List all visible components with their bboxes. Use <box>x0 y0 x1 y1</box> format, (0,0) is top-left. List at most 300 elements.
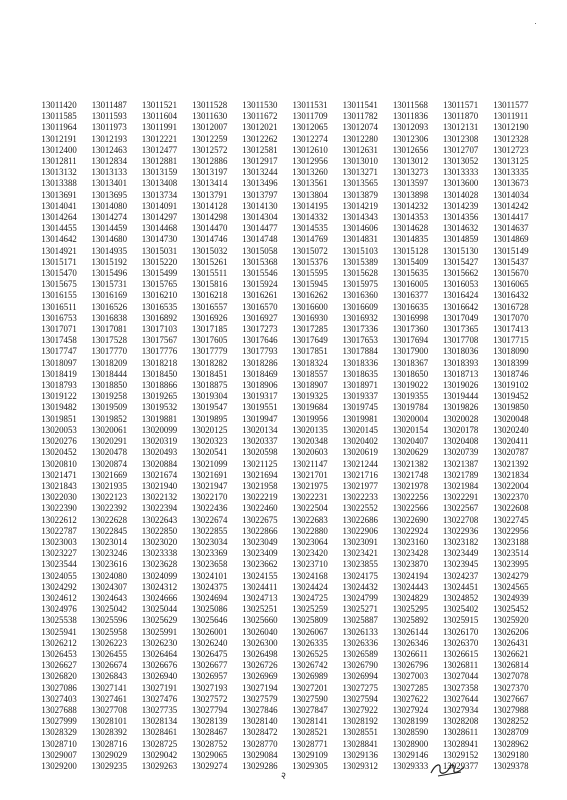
roll-number-cell: 13014274 <box>91 212 128 223</box>
roll-number-cell: 13015546 <box>242 268 278 279</box>
table-row <box>34 604 536 615</box>
table-row <box>34 324 536 335</box>
roll-number-cell: 13013804 <box>292 189 328 200</box>
table-row <box>34 425 536 436</box>
roll-number-cell: 13027194 <box>242 682 278 693</box>
table-row <box>34 369 536 380</box>
roll-number-cell: 13020028 <box>442 413 479 424</box>
roll-number-cell: 13025596 <box>91 615 128 626</box>
roll-number-cell: 13013797 <box>242 189 278 200</box>
roll-number-cell: 13020411 <box>493 436 529 447</box>
roll-number-cell: 13021674 <box>141 469 178 480</box>
roll-number-cell: 13027988 <box>493 704 529 715</box>
table-row <box>34 268 536 279</box>
roll-number-cell: 13024099 <box>141 570 178 581</box>
roll-number-cell: 13029377 <box>442 760 479 771</box>
roll-number-cell: 13025086 <box>191 604 228 615</box>
roll-number-cell: 13024168 <box>292 570 328 581</box>
roll-number-cell: 13014195 <box>292 200 328 211</box>
roll-number-cell: 13020048 <box>493 413 529 424</box>
roll-number-cell: 13026989 <box>292 671 328 682</box>
roll-number-cell: 13015072 <box>292 245 328 256</box>
roll-number-cell: 13013414 <box>191 178 228 189</box>
roll-number-cell: 13021387 <box>442 458 479 469</box>
roll-number-cell: 13013565 <box>342 178 378 189</box>
roll-number-cell: 13027622 <box>392 693 429 704</box>
roll-number-cell: 13016753 <box>41 312 77 323</box>
table-row <box>34 436 536 447</box>
roll-number-cell: 13016526 <box>91 301 128 312</box>
roll-number-cell: 13015670 <box>493 268 529 279</box>
roll-number-cell: 13021935 <box>91 480 128 491</box>
roll-number-cell: 13012707 <box>442 144 479 155</box>
roll-number-cell: 13012656 <box>392 144 429 155</box>
roll-number-cell: 13014343 <box>342 212 378 223</box>
roll-number-cell: 13026957 <box>191 671 228 682</box>
roll-number-cell: 13012190 <box>493 122 529 133</box>
roll-number-cell: 13013133 <box>91 167 128 178</box>
roll-number-cell: 13014356 <box>442 212 479 223</box>
table-row <box>34 391 536 402</box>
roll-number-cell: 13020323 <box>191 436 228 447</box>
roll-number-cell: 13013600 <box>442 178 479 189</box>
roll-number-cell: 13011672 <box>242 111 278 122</box>
roll-number-cell: 13019482 <box>41 402 77 413</box>
roll-number-cell: 13011571 <box>443 100 479 110</box>
roll-number-cell: 13019258 <box>91 391 128 402</box>
roll-number-cell: 13026940 <box>141 671 178 682</box>
roll-number-cell: 13021843 <box>41 480 77 491</box>
roll-number-cell: 13014332 <box>292 212 328 223</box>
roll-number-cell: 13028101 <box>91 716 128 727</box>
roll-number-cell: 13024612 <box>41 592 77 603</box>
roll-number-cell: 13028710 <box>41 738 77 749</box>
roll-number-cell: 13017365 <box>442 324 479 335</box>
roll-number-cell: 13021834 <box>493 469 529 480</box>
roll-number-cell: 13026726 <box>242 660 278 671</box>
table-row <box>34 156 536 167</box>
table-row <box>34 459 536 470</box>
roll-number-cell: 13024666 <box>141 592 178 603</box>
roll-number-cell: 13026335 <box>292 637 328 648</box>
roll-number-cell: 13012074 <box>342 122 378 133</box>
roll-number-cell: 13017653 <box>342 335 378 346</box>
roll-number-cell: 13017273 <box>242 324 278 335</box>
roll-number-cell: 13021392 <box>493 458 529 469</box>
roll-number-cell: 13024799 <box>342 592 378 603</box>
roll-number-cell: 13013561 <box>292 178 328 189</box>
table-row <box>34 212 536 223</box>
roll-number-cell: 13019551 <box>242 402 278 413</box>
table-row <box>34 346 536 357</box>
roll-number-cell: 13028392 <box>91 727 128 738</box>
roll-number-cell: 13017070 <box>493 312 529 323</box>
roll-number-cell: 13021147 <box>292 458 328 469</box>
table-row <box>34 335 536 346</box>
roll-number-cell: 13013271 <box>342 167 378 178</box>
roll-number-cell: 13012193 <box>91 133 128 144</box>
roll-number-cell: 13015628 <box>342 268 378 279</box>
roll-number-cell: 13014417 <box>493 212 529 223</box>
roll-number-cell: 13012021 <box>242 122 278 133</box>
roll-number-cell: 13024565 <box>493 581 529 592</box>
roll-number-cell: 13014628 <box>392 223 429 234</box>
roll-number-cell: 13016600 <box>292 301 328 312</box>
roll-number-cell: 13024375 <box>191 581 228 592</box>
corner-mark: · <box>534 18 537 28</box>
roll-number-cell: 13013597 <box>392 178 429 189</box>
roll-number-cell: 13019265 <box>141 391 178 402</box>
roll-number-cell: 13018090 <box>493 346 529 357</box>
roll-number-cell: 13027846 <box>242 704 278 715</box>
roll-number-cell: 13011531 <box>292 100 328 110</box>
roll-number-cell: 13013791 <box>191 189 228 200</box>
roll-number-cell: 13015816 <box>191 279 228 290</box>
roll-number-cell: 13014921 <box>41 245 77 256</box>
roll-number-cell: 13025402 <box>442 604 479 615</box>
roll-number-cell: 13018907 <box>292 380 328 391</box>
roll-number-cell: 13028139 <box>191 716 228 727</box>
roll-number-cell: 13016570 <box>242 301 278 312</box>
roll-number-cell: 13023409 <box>242 548 278 559</box>
roll-number-cell: 13022291 <box>442 492 479 503</box>
roll-number-cell: 13020402 <box>342 436 378 447</box>
roll-number-cell: 13026796 <box>392 660 429 671</box>
roll-number-cell: 13012811 <box>41 156 77 167</box>
roll-number-cell: 13028716 <box>91 738 128 749</box>
roll-number-cell: 13016210 <box>141 290 178 301</box>
roll-number-cell: 13029136 <box>342 749 378 760</box>
roll-number-cell: 13017747 <box>41 346 77 357</box>
roll-number-cell: 13011973 <box>91 122 127 133</box>
roll-number-cell: 13014477 <box>242 223 278 234</box>
roll-number-cell: 13026346 <box>392 637 429 648</box>
roll-number-cell: 13019852 <box>91 413 128 424</box>
roll-number-cell: 13024279 <box>493 570 529 581</box>
roll-number-cell: 13018444 <box>91 368 128 379</box>
roll-number-cell: 13016065 <box>493 279 529 290</box>
roll-number-cell: 13028141 <box>292 716 328 727</box>
roll-number-cell: 13025660 <box>242 615 278 626</box>
roll-number-cell: 13022686 <box>342 514 378 525</box>
roll-number-cell: 13029235 <box>91 760 128 771</box>
roll-number-cell: 13019947 <box>242 413 278 424</box>
roll-number-cell: 13014128 <box>191 200 228 211</box>
roll-number-cell: 13015149 <box>493 245 529 256</box>
table-row <box>34 246 536 257</box>
roll-number-cell: 13027708 <box>91 704 128 715</box>
roll-number-cell: 13026589 <box>342 648 378 659</box>
roll-number-cell: 13015192 <box>91 256 128 267</box>
roll-number-cell: 13019325 <box>292 391 328 402</box>
roll-number-cell: 13029065 <box>191 749 228 760</box>
roll-number-cell: 13029274 <box>191 760 228 771</box>
roll-number-cell: 13018557 <box>292 368 328 379</box>
table-row <box>34 705 536 716</box>
roll-number-cell: 13019851 <box>41 413 77 424</box>
roll-number-cell: 13012274 <box>292 133 328 144</box>
roll-number-cell: 13018218 <box>141 357 178 368</box>
roll-number-cell: 13018097 <box>41 357 77 368</box>
roll-number-cell: 13026627 <box>41 660 77 671</box>
roll-number-cell: 13012308 <box>442 133 479 144</box>
roll-number-cell: 13017779 <box>191 346 228 357</box>
roll-number-cell: 13023628 <box>141 559 178 570</box>
table-row <box>34 503 536 514</box>
roll-number-cell: 13014859 <box>442 234 479 245</box>
roll-number-cell: 13024237 <box>442 570 479 581</box>
roll-number-cell: 13018650 <box>392 368 429 379</box>
roll-number-cell: 13023710 <box>292 559 328 570</box>
roll-number-cell: 13023182 <box>442 536 479 547</box>
roll-number-cell: 13020004 <box>392 413 429 424</box>
roll-number-cell: 13026206 <box>493 626 529 637</box>
roll-number-cell: 13016728 <box>493 301 529 312</box>
roll-number-cell: 13021099 <box>191 458 228 469</box>
roll-number-cell: 13022504 <box>292 503 328 514</box>
roll-number-cell: 13020276 <box>41 436 77 447</box>
roll-number-cell: 13026676 <box>141 660 178 671</box>
roll-number-cell: 13015389 <box>342 256 378 267</box>
roll-number-cell: 13014034 <box>493 189 529 200</box>
roll-number-cell: 13026475 <box>191 648 228 659</box>
roll-number-cell: 13015662 <box>442 268 479 279</box>
roll-number-cell: 13027590 <box>292 693 328 704</box>
roll-number-cell: 13015924 <box>242 279 278 290</box>
roll-number-cell: 13016005 <box>392 279 429 290</box>
roll-number-cell: 13027461 <box>91 693 128 704</box>
page-number: २ <box>280 771 287 782</box>
roll-number-cell: 13016557 <box>191 301 228 312</box>
roll-number-cell: 13021958 <box>242 480 278 491</box>
roll-number-cell: 13022233 <box>342 492 378 503</box>
roll-number-cell: 13012723 <box>493 144 529 155</box>
roll-number-cell: 13022674 <box>191 514 228 525</box>
roll-number-cell: 13024101 <box>191 570 228 581</box>
table-row <box>34 402 536 413</box>
roll-number-cell: 13014470 <box>191 223 228 234</box>
roll-number-cell: 13019745 <box>342 402 378 413</box>
roll-number-cell: 13019981 <box>342 413 378 424</box>
roll-number-cell: 13024694 <box>191 592 228 603</box>
roll-number-cell: 13022256 <box>392 492 429 503</box>
roll-number-cell: 13014130 <box>242 200 278 211</box>
roll-number-cell: 13015945 <box>292 279 328 290</box>
roll-number-cell: 13022855 <box>191 525 228 536</box>
roll-number-cell: 13022787 <box>41 525 77 536</box>
roll-number-cell: 13013388 <box>41 178 77 189</box>
roll-number-cell: 13023338 <box>141 548 178 559</box>
roll-number-cell: 13017776 <box>141 346 178 357</box>
roll-number-cell: 13018324 <box>292 357 328 368</box>
roll-number-cell: 13025941 <box>41 626 77 637</box>
roll-number-cell: 13017458 <box>41 335 77 346</box>
roll-number-cell: 13028611 <box>443 727 479 738</box>
roll-number-cell: 13017081 <box>91 324 128 335</box>
roll-number-cell: 13012400 <box>41 144 77 155</box>
roll-number-cell: 13022708 <box>442 514 479 525</box>
roll-number-cell: 13025915 <box>442 615 479 626</box>
roll-number-cell: 13019850 <box>493 402 529 413</box>
roll-number-cell: 13013691 <box>41 189 77 200</box>
roll-number-cell: 13013673 <box>493 178 529 189</box>
roll-number-cell: 13018419 <box>41 368 77 379</box>
roll-number-cell: 13027141 <box>91 682 128 693</box>
roll-number-cell: 13027275 <box>342 682 378 693</box>
roll-number-cell: 13026455 <box>91 648 128 659</box>
roll-number-cell: 13017605 <box>191 335 228 346</box>
roll-number-cell: 13012917 <box>242 156 278 167</box>
roll-number-cell: 13020053 <box>41 424 77 435</box>
roll-number-cell: 13022690 <box>392 514 429 525</box>
roll-number-cell: 13018451 <box>191 368 228 379</box>
table-row <box>34 223 536 234</box>
roll-number-cell: 13024411 <box>242 581 278 592</box>
roll-number-cell: 13029029 <box>91 749 128 760</box>
roll-number-cell: 13022643 <box>141 514 178 525</box>
roll-number-cell: 13026742 <box>292 660 328 671</box>
roll-number-cell: 13020061 <box>91 424 128 435</box>
roll-number-cell: 13023421 <box>342 548 378 559</box>
roll-number-cell: 13021691 <box>191 469 228 480</box>
table-row <box>34 257 536 268</box>
roll-number-cell: 13015731 <box>91 279 128 290</box>
roll-number-cell: 13011577 <box>493 100 529 110</box>
roll-number-cell: 13025629 <box>141 615 178 626</box>
roll-number-cell: 13017336 <box>342 324 378 335</box>
roll-number-cell: 13013260 <box>292 167 328 178</box>
roll-number-cell: 13011593 <box>91 111 127 122</box>
roll-number-cell: 13024443 <box>392 581 429 592</box>
roll-number-cell: 13013695 <box>91 189 128 200</box>
roll-number-cell: 13022845 <box>91 525 128 536</box>
roll-number-cell: 13023020 <box>141 536 178 547</box>
roll-number-cell: 13015220 <box>141 256 178 267</box>
table-row <box>34 313 536 324</box>
roll-number-cell: 13014637 <box>493 223 529 234</box>
roll-number-cell: 13023420 <box>292 548 328 559</box>
roll-number-cell: 13018336 <box>342 357 378 368</box>
roll-number-cell: 13025538 <box>41 615 77 626</box>
roll-number-cell: 13024080 <box>91 570 128 581</box>
roll-number-cell: 13025887 <box>342 615 378 626</box>
roll-number-cell: 13023064 <box>292 536 328 547</box>
roll-number-cell: 13029333 <box>392 760 429 771</box>
roll-number-cell: 13019452 <box>493 391 529 402</box>
roll-number-table <box>34 100 536 772</box>
roll-number-cell: 13023870 <box>392 559 429 570</box>
roll-number-cell: 13019784 <box>392 402 429 413</box>
roll-number-cell: 13029312 <box>342 760 378 771</box>
roll-number-cell: 13023449 <box>442 548 479 559</box>
roll-number-cell: 13011911 <box>493 111 529 122</box>
roll-number-cell: 13011521 <box>141 100 178 110</box>
roll-number-cell: 13018850 <box>91 380 128 391</box>
roll-number-cell: 13012131 <box>442 122 479 133</box>
roll-number-cell: 13029200 <box>41 760 77 771</box>
roll-number-cell: 13014264 <box>41 212 77 223</box>
roll-number-cell: 13020145 <box>342 424 378 435</box>
roll-number-cell: 13028252 <box>493 716 529 727</box>
roll-number-cell: 13025044 <box>141 604 178 615</box>
roll-number-cell: 13013879 <box>342 189 378 200</box>
roll-number-cell: 13012581 <box>242 144 278 155</box>
roll-number-cell: 13011568 <box>392 100 428 110</box>
roll-number-cell: 13020178 <box>442 424 479 435</box>
roll-number-cell: 13020874 <box>91 458 128 469</box>
roll-number-cell: 13023003 <box>41 536 77 547</box>
roll-number-cell: 13011870 <box>443 111 479 122</box>
roll-number-cell: 13015470 <box>41 268 77 279</box>
roll-number-cell: 13029152 <box>442 749 479 760</box>
table-row <box>34 716 536 727</box>
roll-number-cell: 13016218 <box>191 290 228 301</box>
roll-number-cell: 13021701 <box>292 469 328 480</box>
roll-number-cell: 13025042 <box>91 604 128 615</box>
roll-number-cell: 13026133 <box>342 626 378 637</box>
roll-number-cell: 13020452 <box>41 447 77 458</box>
roll-number-cell: 13014748 <box>242 234 278 245</box>
roll-number-cell: 13023995 <box>493 559 529 570</box>
roll-number-cell: 13016932 <box>342 312 378 323</box>
roll-number-cell: 13022394 <box>141 503 178 514</box>
roll-number-cell: 13017646 <box>242 335 278 346</box>
roll-number-cell: 13013273 <box>392 167 429 178</box>
roll-number-cell: 13013401 <box>91 178 128 189</box>
roll-number-cell: 13016424 <box>442 290 479 301</box>
roll-number-cell: 13027370 <box>493 682 529 693</box>
roll-number-cell: 13027201 <box>292 682 328 693</box>
roll-number-cell: 13015499 <box>141 268 178 279</box>
roll-number-cell: 13028192 <box>342 716 378 727</box>
roll-number-cell: 13026790 <box>342 660 378 671</box>
roll-number-cell: 13018713 <box>442 368 479 379</box>
roll-number-cell: 13026240 <box>191 637 228 648</box>
roll-number-cell: 13016927 <box>242 312 278 323</box>
table-row <box>34 279 536 290</box>
roll-number-cell: 13011836 <box>392 111 428 122</box>
roll-number-cell: 13019532 <box>141 402 178 413</box>
roll-number-cell: 13011530 <box>242 100 278 110</box>
roll-number-cell: 13020407 <box>392 436 429 447</box>
roll-number-cell: 13022552 <box>342 503 378 514</box>
roll-number-cell: 13025920 <box>493 615 529 626</box>
roll-number-cell: 13018906 <box>242 380 278 391</box>
roll-number-cell: 13027922 <box>342 704 378 715</box>
roll-number-cell: 13012093 <box>392 122 429 133</box>
roll-number-cell: 13026677 <box>191 660 228 671</box>
roll-number-cell: 13019337 <box>342 391 378 402</box>
table-row <box>34 515 536 526</box>
roll-number-cell: 13011528 <box>192 100 228 110</box>
roll-number-cell: 13022745 <box>493 514 529 525</box>
roll-number-cell: 13027924 <box>392 704 429 715</box>
roll-number-cell: 13016926 <box>191 312 228 323</box>
roll-number-cell: 13020619 <box>342 447 378 458</box>
roll-number-cell: 13029146 <box>392 749 429 760</box>
table-row <box>34 145 536 156</box>
roll-number-cell: 13015128 <box>392 245 429 256</box>
roll-number-cell: 13023658 <box>191 559 228 570</box>
roll-number-cell: 13027476 <box>141 693 178 704</box>
roll-number-cell: 13023034 <box>191 536 228 547</box>
table-row <box>34 234 536 245</box>
roll-number-cell: 13015511 <box>192 268 228 279</box>
table-row <box>34 302 536 313</box>
table-row <box>34 290 536 301</box>
roll-number-cell: 13026212 <box>41 637 77 648</box>
roll-number-cell: 13026431 <box>493 637 529 648</box>
